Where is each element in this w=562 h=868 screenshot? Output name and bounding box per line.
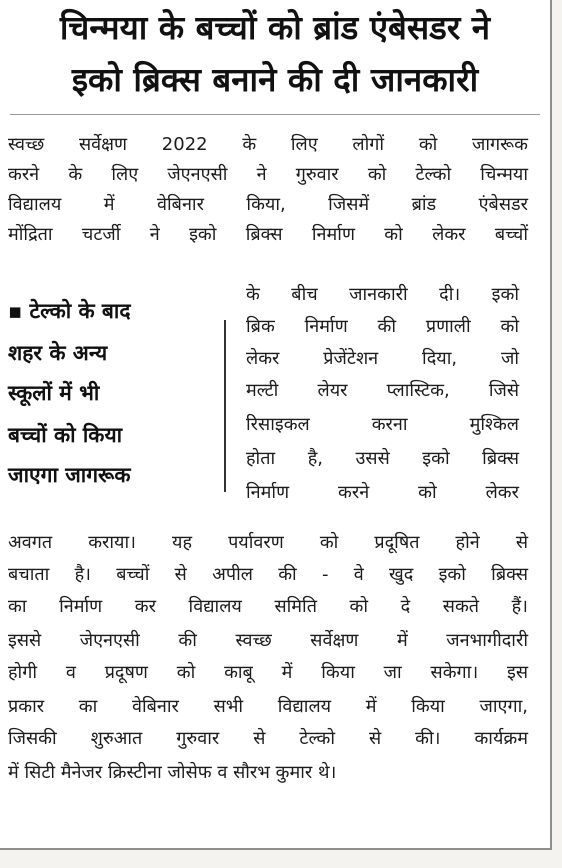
pull-quote-line: जाएगा जागरूक bbox=[8, 463, 131, 487]
headline-line-2: इको ब्रिक्स बनाने की दी जानकारी bbox=[71, 60, 479, 99]
pull-quote-line: स्कूलों में भी bbox=[8, 381, 100, 405]
body-line: में सिटी मैनेजर क्रिस्टीना जोसेफ व सौरभ कुमार थे। bbox=[8, 762, 337, 783]
body-line: प्रकार का वेबिनार सभी विद्यालय में किया जाएगा, bbox=[8, 696, 528, 717]
pull-quote-line: बच्चों को किया bbox=[8, 423, 123, 447]
body-line: लेकर प्रेजेंटेशन दिया, जो bbox=[246, 348, 519, 369]
body-line: स्वच्छ सर्वेक्षण 2022 के लिए लोगों को जागरूक bbox=[8, 134, 528, 155]
body-line: मल्टी लेयर प्लास्टिक, जिसे bbox=[246, 380, 519, 401]
pull-quote-line: शहर के अन्य bbox=[8, 341, 108, 365]
body-line: होगी व प्रदूषण को काबू में किया जा सकेगा। इस bbox=[8, 662, 528, 683]
body-line: बचाता है। बच्चों से अपील की - वे खुद इको ब्रिक्स bbox=[8, 564, 528, 585]
headline-line-1: चिन्मया के बच्चों को ब्रांड एंबेसडर ने bbox=[59, 8, 491, 47]
body-line: जिसकी शुरुआत गुरुवार से टेल्को से की। कार्यक्रम bbox=[8, 728, 528, 749]
body-line: अवगत कराया। यह पर्यावरण को प्रदूषित होने से bbox=[8, 532, 528, 553]
body-line: विद्यालय में वेबिनार किया, जिसमें ब्रांड एंबेसडर bbox=[8, 194, 528, 215]
pull-quote-line: ▪ टेल्को के बाद bbox=[8, 299, 131, 323]
body-line: का निर्माण कर विद्यालय समिति को दे सकते हैं। bbox=[8, 596, 528, 617]
body-line: के बीच जानकारी दी। इको bbox=[246, 284, 519, 305]
body-line: ब्रिक निर्माण की प्रणाली को bbox=[246, 316, 519, 337]
body-line: इससे जेएनएसी की स्वच्छ सर्वेक्षण में जनभागीदारी bbox=[8, 630, 528, 651]
headline-rule bbox=[10, 114, 540, 115]
body-line: निर्माण करने को लेकर bbox=[246, 482, 519, 503]
pull-quote-divider bbox=[224, 320, 226, 492]
body-line: मोंद्रिता चटर्जी ने इको ब्रिक्स निर्माण को लेकर बच्चों bbox=[8, 224, 528, 245]
body-line: होता है, उससे इको ब्रिक्स bbox=[246, 448, 519, 469]
body-line: रिसाइकल करना मुश्किल bbox=[246, 414, 519, 435]
body-line: करने के लिए जेएनएसी ने गुरुवार को टेल्को चिन्मया bbox=[8, 164, 528, 185]
